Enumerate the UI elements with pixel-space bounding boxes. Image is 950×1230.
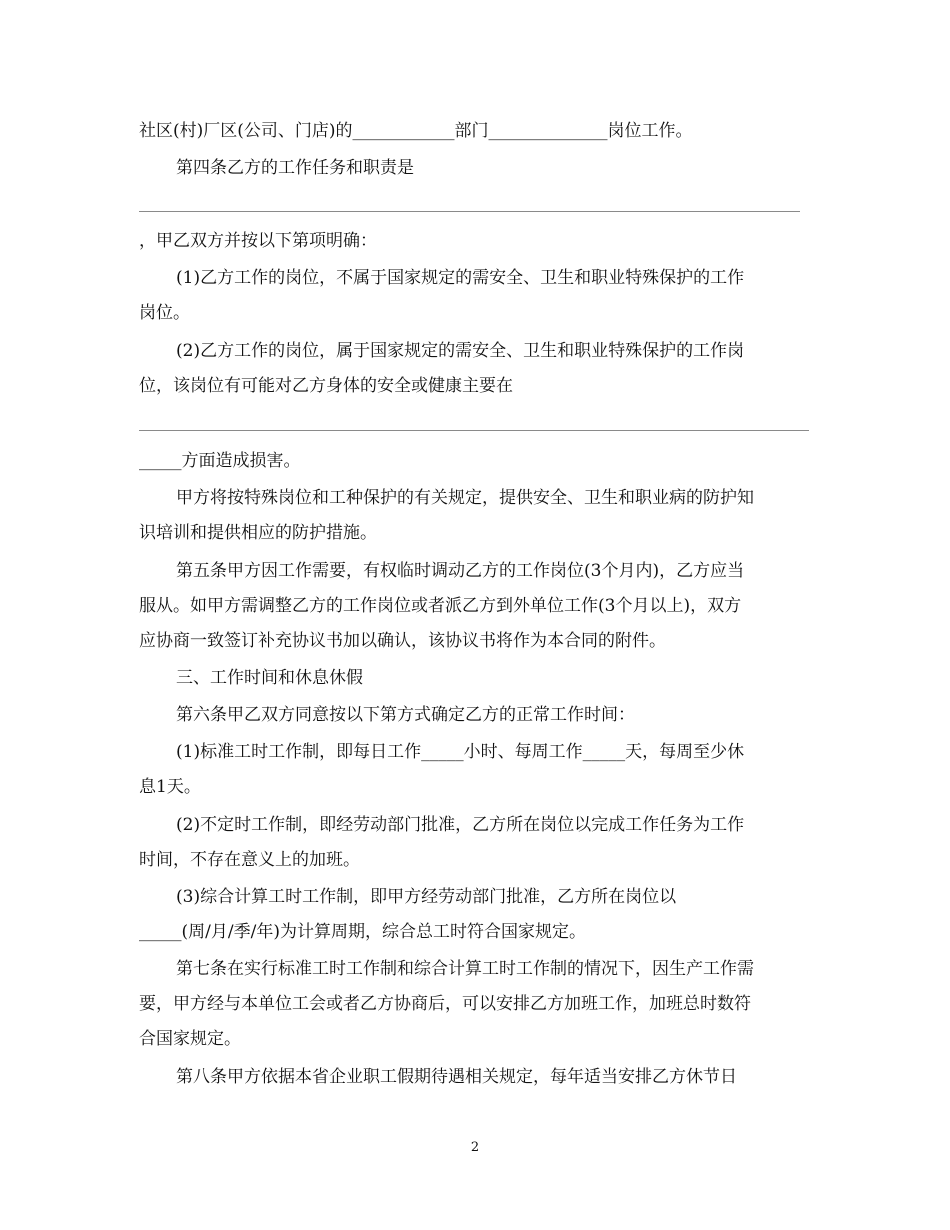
page-number: 2 [470, 1140, 480, 1155]
text-line: 社区(村)厂区(公司、门店)的____________部门______________岗位工作。 [139, 121, 693, 141]
text-line: 识培训和提供相应的防护措施。 [139, 523, 377, 543]
article-5: 第五条甲方因工作需要，有权临时调动乙方的工作岗位(3个月内)，乙方应当 [176, 561, 745, 581]
text-line: 服从。如甲方需调整乙方的工作岗位或者派乙方到外单位工作(3个月以上)，双方 [139, 596, 742, 616]
clause-2: (2)不定时工作制，即经劳动部门批准，乙方所在岗位以完成工作任务为工作 [176, 815, 745, 835]
article-6: 第六条甲乙双方同意按以下第方式确定乙方的正常工作时间： [176, 705, 635, 725]
clause-3: (3)综合计算工时工作制，即甲方经劳动部门批准，乙方所在岗位以 [176, 887, 677, 907]
text-line: _____方面造成损害。 [139, 451, 301, 471]
text-line: 岗位。 [139, 303, 190, 323]
text-line: 位，该岗位有可能对乙方身体的安全或健康主要在 [139, 376, 513, 396]
text-line: 时间，不存在意义上的加班。 [139, 850, 360, 870]
clause-2: (2)乙方工作的岗位，属于国家规定的需安全、卫生和职业特殊保护的工作岗 [176, 341, 745, 361]
text-line: _____(周/月/季/年)为计算周期，综合总工时符合国家规定。 [139, 922, 586, 942]
text-line: ，甲乙双方并按以下第项明确： [139, 231, 377, 251]
text-line: 要，甲方经与本单位工会或者乙方协商后，可以安排乙方加班工作，加班总时数符 [139, 994, 751, 1014]
fill-in-blank-line [139, 430, 809, 431]
paragraph-protection: 甲方将按特殊岗位和工种保护的有关规定，提供安全、卫生和职业病的防护知 [176, 488, 754, 508]
section-3-heading: 三、工作时间和休息休假 [176, 668, 363, 688]
text-line: 应协商一致签订补充协议书加以确认，该协议书将作为本合同的附件。 [139, 631, 666, 651]
article-7: 第七条在实行标准工时工作制和综合计算工时工作制的情况下，因生产工作需 [176, 959, 754, 979]
fill-in-blank-line [139, 211, 800, 212]
text-line: 息1天。 [139, 777, 201, 797]
article-8: 第八条甲方依据本省企业职工假期待遇相关规定，每年适当安排乙方休节日 [176, 1067, 737, 1087]
clause-1: (1)标准工时工作制，即每日工作_____小时、每周工作_____天，每周至少休 [176, 742, 745, 762]
clause-1: (1)乙方工作的岗位，不属于国家规定的需安全、卫生和职业特殊保护的工作 [176, 268, 745, 288]
text-line: 合国家规定。 [139, 1029, 241, 1049]
article-4-heading: 第四条乙方的工作任务和职责是 [176, 158, 414, 178]
